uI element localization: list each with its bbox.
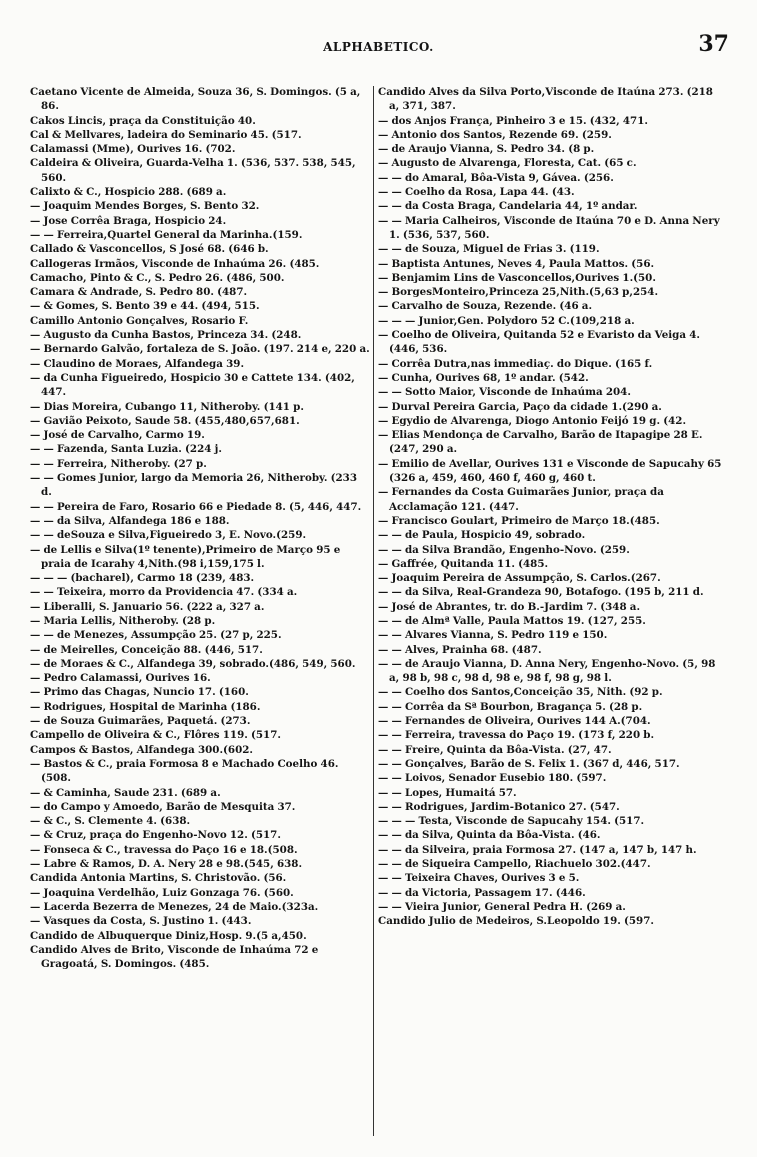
directory-entry: — Egydio de Alvarenga, Diogo Antonio Feijó 19 g. (42. xyxy=(378,414,687,427)
directory-entry: — Augusto de Alvarenga, Floresta, Cat. (65 c. xyxy=(378,157,637,170)
directory-entry: Cal & Mellvares, ladeira do Seminario 45. (517. xyxy=(30,128,302,141)
directory-entry: — Claudino de Moraes, Alfandega 39. xyxy=(30,357,245,370)
directory-entry: — — da Silveira, praia Formosa 27. (147 a, 147 b, 147 h. xyxy=(378,843,697,856)
directory-entry: — Coelho de Oliveira, Quitanda 52 e Evaristo da Veiga 4. (446, 536. xyxy=(378,329,700,356)
directory-entry: — & Cruz, praça do Engenho-Novo 12. (517. xyxy=(30,829,281,842)
directory-entry: — Fernandes da Costa Guimarães Junior, praça da Acclamação 121. (447. xyxy=(378,486,664,513)
directory-entry: — Jose Corrêa Braga, Hospicio 24. xyxy=(30,214,227,227)
directory-entry: — — — Junior,Gen. Polydoro 52 C.(109,218 a. xyxy=(378,314,635,327)
directory-entry: — de Araujo Vianna, S. Pedro 34. (8 p. xyxy=(378,143,595,156)
directory-entry: Callado & Vasconcellos, S José 68. (646 b. xyxy=(30,243,269,256)
directory-entry: — Vasques da Costa, S. Justino 1. (443. xyxy=(30,915,252,928)
directory-entry: — Dias Moreira, Cubango 11, Nitheroby. (141 p. xyxy=(30,400,304,413)
directory-entry: — Fonseca & C., travessa do Paço 16 e 18.(508. xyxy=(30,843,298,856)
directory-entry: — & Caminha, Saude 231. (689 a. xyxy=(30,786,221,799)
directory-entry: — Joaquim Mendes Borges, S. Bento 32. xyxy=(30,200,260,213)
directory-entry: Campos & Bastos, Alfandega 300.(602. xyxy=(30,743,253,756)
directory-entry: — Benjamim Lins de Vasconcellos,Ourives 1.(50. xyxy=(378,271,656,284)
directory-entry: — Maria Lellis, Nitheroby. (28 p. xyxy=(30,614,216,627)
directory-entry: — — da Silva, Quinta da Bôa-Vista. (46. xyxy=(378,829,601,842)
directory-entry: — — da Costa Braga, Candelaria 44, 1º andar. xyxy=(378,200,638,213)
directory-entry: — — do Amaral, Bôa-Vista 9, Gávea. (256. xyxy=(378,171,614,184)
directory-entry: Calamassi (Mme), Ourives 16. (702. xyxy=(30,143,236,156)
directory-entry: Cakos Lincis, praça da Constituição 40. xyxy=(30,114,256,127)
directory-entry: — — de Siqueira Campello, Riachuelo 302.(447. xyxy=(378,858,651,871)
directory-entry: — Francisco Goulart, Primeiro de Março 18.(485. xyxy=(378,514,660,527)
directory-entry: — Rodrigues, Hospital de Marinha (186. xyxy=(30,700,261,713)
directory-entry: — Joaquina Verdelhão, Luiz Gonzaga 76. (560. xyxy=(30,886,294,899)
directory-entry: — Carvalho de Souza, Rezende. (46 a. xyxy=(378,300,593,313)
directory-entry: Camillo Antonio Gonçalves, Rosario F. xyxy=(30,314,249,327)
directory-entry: — Antonio dos Santos, Rezende 69. (259. xyxy=(378,128,612,141)
directory-entry: — Corrêa Dutra,nas immediaç. do Dique. (165 f. xyxy=(378,357,653,370)
directory-entry: — Gavião Peixoto, Saude 58. (455,480,657,681. xyxy=(30,414,300,427)
directory-entry: — — de Menezes, Assumpção 25. (27 p, 225. xyxy=(30,629,282,642)
directory-entry: — & C., S. Clemente 4. (638. xyxy=(30,815,191,828)
directory-entry: — — Teixeira, morro da Providencia 47. (334 a. xyxy=(30,586,298,599)
directory-entry: — — Corrêa da Sª Bourbon, Bragança 5. (28 p. xyxy=(378,700,643,713)
directory-entry: Calixto & C., Hospicio 288. (689 a. xyxy=(30,186,227,199)
directory-entry: — Augusto da Cunha Bastos, Princeza 34. (248. xyxy=(30,329,302,342)
directory-entry: — Baptista Antunes, Neves 4, Paula Mattos. (56. xyxy=(378,257,655,270)
directory-entry: — — Sotto Maior, Visconde de Inhaúma 204. xyxy=(378,386,631,399)
directory-entry: — Labre & Ramos, D. A. Nery 28 e 98.(545, 638. xyxy=(30,858,303,871)
directory-entry: — Pedro Calamassi, Ourives 16. xyxy=(30,672,211,685)
directory-entry: — Emilio de Avellar, Ourives 131 e Visconde de Sapucahy 65 (326 a, 459, 460, 460 f, 460 g, 460 t. xyxy=(378,457,722,485)
directory-entry: — de Moraes & C., Alfandega 39, sobrado.(486, 549, 560. xyxy=(30,657,356,670)
directory-entry: Candido Julio de Medeiros, S.Leopoldo 19. (597. xyxy=(378,915,654,928)
directory-entry: Campello de Oliveira & C., Flôres 119. (517. xyxy=(30,729,281,742)
directory-entry: Candido Alves da Silva Porto,Visconde de Itaúna 273. (218 a, 371, 387. xyxy=(378,86,713,113)
right-column xyxy=(378,85,723,929)
directory-entry: — da Cunha Figueiredo, Hospicio 30 e Cattete 134. (402, 447. xyxy=(30,371,355,399)
directory-entry: — — Coelho dos Santos,Conceição 35, Nith. (92 p. xyxy=(378,686,663,699)
directory-entry: — José de Abrantes, tr. do B.-Jardim 7. (348 a. xyxy=(378,600,641,613)
directory-entry: — dos Anjos França, Pinheiro 3 e 15. (432, 471. xyxy=(378,114,648,127)
directory-entry: — — Coelho da Rosa, Lapa 44. (43. xyxy=(378,186,575,199)
directory-entry: Caldeira & Oliveira, Guarda-Velha 1. (536, 537. 538, 545, 560. xyxy=(30,157,356,184)
directory-entry: — — Freire, Quinta da Bôa-Vista. (27, 47. xyxy=(378,743,612,756)
directory-entry: — Gaffrée, Quitanda 11. (485. xyxy=(378,557,549,570)
directory-entry: — — de Paula, Hospicio 49, sobrado. xyxy=(378,529,586,542)
directory-entry: — — deSouza e Silva,Figueiredo 3, E. Novo.(259. xyxy=(30,529,307,542)
directory-entry: — José de Carvalho, Carmo 19. xyxy=(30,429,205,442)
directory-entry: — de Lellis e Silva(1º tenente),Primeiro de Março 95 e praia de Icarahy 4,Nith.(98 i,159,175 l. xyxy=(30,543,341,570)
directory-entry: — — Teixeira Chaves, Ourives 3 e 5. xyxy=(378,872,580,885)
directory-entry: — — de Almª Valle, Paula Mattos 19. (127, 255. xyxy=(378,614,646,627)
directory-entry: — — Fazenda, Santa Luzia. (224 j. xyxy=(30,443,222,456)
running-title: ALPHABETICO. xyxy=(323,40,434,54)
directory-entry: — — Loivos, Senador Eusebio 180. (597. xyxy=(378,772,607,785)
directory-entry: Candido de Albuquerque Diniz,Hosp. 9.(5 a,450. xyxy=(30,929,307,942)
directory-entry: — — Vieira Junior, General Pedra H. (269 a. xyxy=(378,900,626,913)
directory-entry: Candido Alves de Brito, Visconde de Inhaúma 72 e Gragoatá, S. Domingos. (485. xyxy=(30,943,319,971)
directory-entry: — — Rodrigues, Jardim-Botanico 27. (547. xyxy=(378,800,620,813)
directory-entry: — — Fernandes de Oliveira, Ourives 144 A.(704. xyxy=(378,715,651,728)
directory-entry: Callogeras Irmãos, Visconde de Inhaúma 26. (485. xyxy=(30,257,320,270)
directory-entry: — — Alvares Vianna, S. Pedro 119 e 150. xyxy=(378,629,608,642)
directory-entry: Caetano Vicente de Almeida, Souza 36, S. Domingos. (5 a, 86. xyxy=(30,86,361,113)
directory-entry: — — Alves, Prainha 68. (487. xyxy=(378,643,542,656)
directory-entry: Camacho, Pinto & C., S. Pedro 26. (486, 500. xyxy=(30,271,285,284)
directory-entry: — Joaquim Pereira de Assumpção, S. Carlos.(267. xyxy=(378,572,661,585)
directory-entry: — Bastos & C., praia Formosa 8 e Machado Coelho 46. (508. xyxy=(30,757,339,785)
directory-entry: — — — (bacharel), Carmo 18 (239, 483. xyxy=(30,572,255,585)
directory-entry: — — Lopes, Humaitá 57. xyxy=(378,786,517,799)
directory-entry: — — Gomes Junior, largo da Memoria 26, Nitheroby. (233 d. xyxy=(30,472,357,499)
directory-entry: — — da Victoria, Passagem 17. (446. xyxy=(378,886,586,899)
directory-entry: — & Gomes, S. Bento 39 e 44. (494, 515. xyxy=(30,300,260,313)
directory-entry: — — Gonçalves, Barão de S. Felix 1. (367 d, 446, 517. xyxy=(378,757,680,770)
directory-entry: — Durval Pereira Garcia, Paço da cidade 1.(290 a. xyxy=(378,400,662,413)
directory-entry: — — Pereira de Faro, Rosario 66 e Piedade 8. (5, 446, 447. xyxy=(30,500,362,513)
directory-entry: — — da Silva, Alfandega 186 e 188. xyxy=(30,514,230,527)
directory-entry: — Elias Mendonça de Carvalho, Barão de Itapagipe 28 E. (247, 290 a. xyxy=(378,429,703,456)
directory-entry: — Bernardo Galvão, fortaleza de S. João. (197. 214 e, 220 a. xyxy=(30,343,370,356)
directory-entry: — — da Silva, Real-Grandeza 90, Botafogo. (195 b, 211 d. xyxy=(378,586,704,599)
directory-entry: — Cunha, Ourives 68, 1º andar. (542. xyxy=(378,371,589,384)
directory-entry: — — — Testa, Visconde de Sapucahy 154. (517. xyxy=(378,815,645,828)
directory-entry: — — Maria Calheiros, Visconde de Itaúna 70 e D. Anna Nery 1. (536, 537, 560. xyxy=(378,214,720,241)
directory-entry: — — Ferreira,Quartel General da Marinha.(159. xyxy=(30,228,303,241)
directory-entry: — do Campo y Amoedo, Barão de Mesquita 37. xyxy=(30,800,296,813)
column-divider xyxy=(373,86,374,1136)
directory-entry: — BorgesMonteiro,Princeza 25,Nith.(5,63 p,254. xyxy=(378,286,659,299)
page-number: 37 xyxy=(698,31,729,57)
directory-entry: — Primo das Chagas, Nuncio 17. (160. xyxy=(30,686,249,699)
directory-entry: — — de Araujo Vianna, D. Anna Nery, Engenho-Novo. (5, 98 a, 98 b, 98 c, 98 d, 98 e, 98 f, 98 g, 98 l. xyxy=(378,657,716,685)
directory-entry: — — de Souza, Miguel de Frias 3. (119. xyxy=(378,243,600,256)
directory-entry: — de Souza Guimarães, Paquetá. (273. xyxy=(30,715,251,728)
left-column xyxy=(30,85,370,971)
directory-entry: — Lacerda Bezerra de Menezes, 24 de Maio.(323a. xyxy=(30,900,319,913)
directory-entry: — Liberalli, S. Januario 56. (222 a, 327 a. xyxy=(30,600,265,613)
directory-entry: — de Meirelles, Conceição 88. (446, 517. xyxy=(30,643,263,656)
directory-entry: — — Ferreira, Nitheroby. (27 p. xyxy=(30,457,207,470)
directory-entry: — — Ferreira, travessa do Paço 19. (173 f, 220 b. xyxy=(378,729,655,742)
directory-entry: Camara & Andrade, S. Pedro 80. (487. xyxy=(30,286,248,299)
directory-entry: — — da Silva Brandão, Engenho-Novo. (259. xyxy=(378,543,630,556)
directory-entry: Candida Antonia Martins, S. Christovão. (56. xyxy=(30,872,287,885)
